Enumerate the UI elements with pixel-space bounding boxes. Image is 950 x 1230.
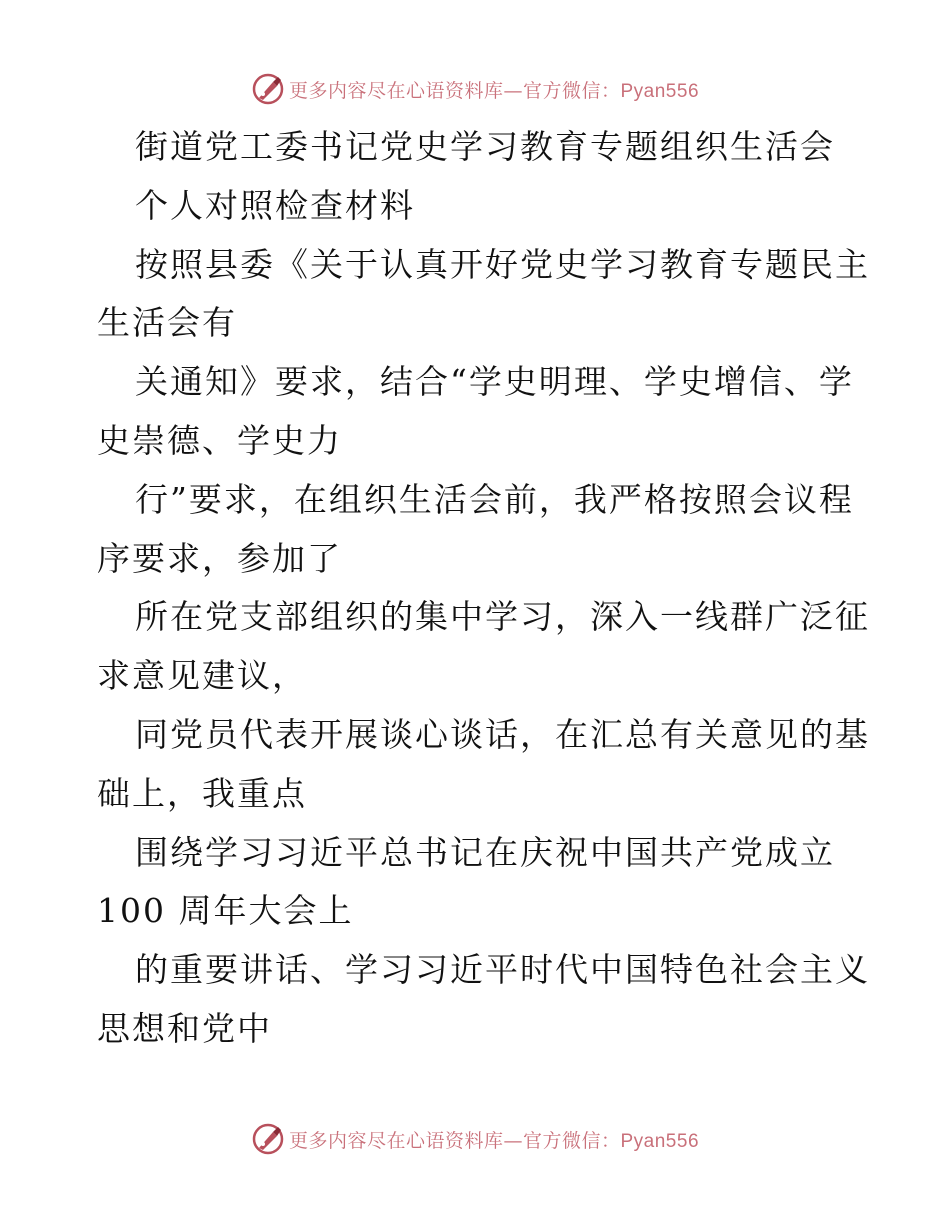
text-line: 100 周年大会上 (97, 891, 354, 931)
pen-logo-icon (251, 1122, 285, 1156)
text-line: 的重要讲话、学习习近平时代中国特色社会主义 (135, 950, 870, 990)
text-line: 生活会有 (97, 303, 237, 343)
text-line: 行”要求，在组织生活会前，我严格按照会议程 (135, 479, 854, 519)
text-line: 按照县委《关于认真开好党史学习教育专题民主 (135, 244, 870, 284)
text-line: 同党员代表开展谈心谈话，在汇总有关意见的基 (135, 714, 870, 754)
text-line: 街道党工委书记党史学习教育专题组织生活会 (135, 127, 835, 166)
watermark-text: 更多内容尽在心语资料库—官方微信：Pyan556 (288, 1129, 700, 1152)
text-line: 围绕学习习近平总书记在庆祝中国共产党成立 (135, 832, 835, 872)
text-line: 史崇德、学史力 (97, 420, 342, 460)
watermark-footer (0, 1122, 950, 1156)
pen-logo-icon (251, 72, 285, 106)
text-line: 关通知》要求，结合“学史明理、学史增信、学 (135, 362, 854, 402)
text-line: 序要求，参加了 (97, 538, 342, 578)
text-line: 个人对照检查材料 (135, 185, 415, 225)
watermark-header (0, 72, 950, 106)
watermark-text: 更多内容尽在心语资料库—官方微信：Pyan556 (288, 79, 700, 102)
text-line: 础上，我重点 (97, 773, 307, 813)
text-line: 所在党支部组织的集中学习，深入一线群广泛征 (135, 597, 870, 637)
document-body (97, 118, 870, 1059)
text-line: 求意见建议， (97, 656, 307, 696)
text-line: 思想和党中 (97, 1008, 272, 1048)
